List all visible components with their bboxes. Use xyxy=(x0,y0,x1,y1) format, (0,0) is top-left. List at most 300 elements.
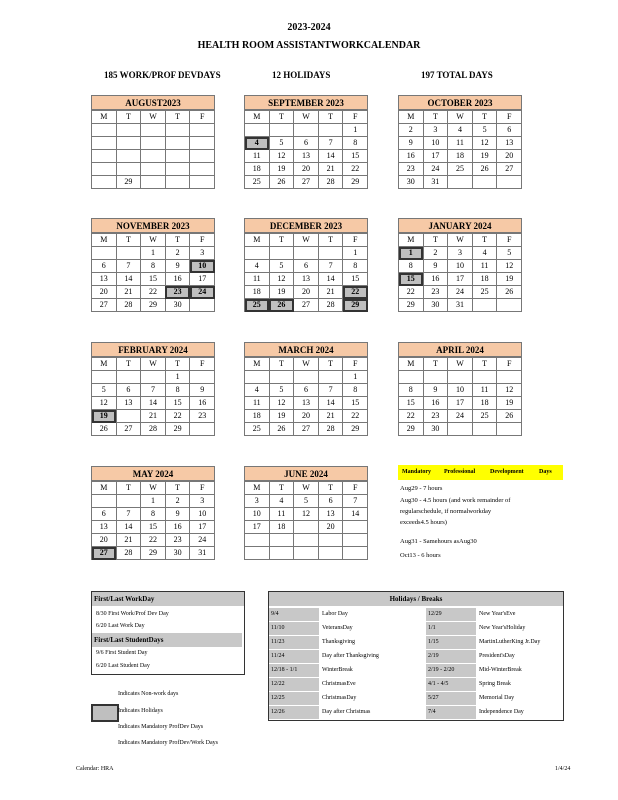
day-cell: 17 xyxy=(448,273,473,286)
weekday-header: T xyxy=(269,482,294,495)
holiday-date: 12/22 xyxy=(269,678,319,691)
day-cell: 19 xyxy=(497,273,522,286)
day-cell: 29 xyxy=(343,176,368,189)
weekday-header: T xyxy=(116,482,141,495)
day-cell: 27 xyxy=(116,423,141,436)
holiday-name: Memorial Day xyxy=(479,695,515,701)
day-cell: 30 xyxy=(423,423,448,436)
day-cell: 21 xyxy=(318,410,343,423)
holiday-name: Day after Thanksgiving xyxy=(322,653,379,659)
footer-date: 1/4/24 xyxy=(555,766,571,772)
day-cell: 19 xyxy=(269,286,294,299)
weekday-header: W xyxy=(294,234,319,247)
holiday-date: 12/18 - 1/1 xyxy=(269,664,319,677)
day-cell xyxy=(116,495,141,508)
day-cell: 27 xyxy=(294,176,319,189)
month-calendar xyxy=(398,342,522,436)
day-cell: 12 xyxy=(92,397,117,410)
day-cell: 21 xyxy=(141,410,166,423)
weekday-header: M xyxy=(92,358,117,371)
day-cell: 18 xyxy=(472,273,497,286)
day-cell xyxy=(116,247,141,260)
day-cell: 28 xyxy=(318,423,343,436)
weekday-header: W xyxy=(141,234,166,247)
holiday-date: 12/26 xyxy=(269,706,319,719)
day-cell: 29 xyxy=(399,423,424,436)
day-cell xyxy=(141,176,166,189)
holiday-name: President'sDay xyxy=(479,653,515,659)
day-cell: 1 xyxy=(165,371,190,384)
weekday-header: W xyxy=(141,111,166,124)
holidays-heading: Holidays / Breaks xyxy=(269,592,563,606)
day-cell: 6 xyxy=(116,384,141,397)
mpd-word-3: Development xyxy=(490,469,524,475)
day-cell: 4 xyxy=(245,384,270,397)
day-cell: 13 xyxy=(116,397,141,410)
day-cell: 13 xyxy=(318,508,343,521)
legend-non-work: Indicates Non-work days xyxy=(118,691,179,697)
day-cell: 14 xyxy=(343,508,368,521)
legend-holidays: Indicates Holidays xyxy=(118,708,163,714)
day-cell: 7 xyxy=(141,384,166,397)
day-cell xyxy=(245,547,270,560)
day-cell: 20 xyxy=(294,286,319,299)
day-cell: 25 xyxy=(472,286,497,299)
day-cell: 22 xyxy=(399,410,424,423)
day-cell: 24 xyxy=(190,286,215,299)
day-cell xyxy=(245,124,270,137)
day-cell: 14 xyxy=(318,150,343,163)
day-cell xyxy=(190,137,215,150)
day-cell: 11 xyxy=(269,508,294,521)
day-cell: 6 xyxy=(92,260,117,273)
weekday-header: T xyxy=(472,358,497,371)
day-cell xyxy=(497,176,522,189)
day-cell: 20 xyxy=(294,410,319,423)
day-cell: 14 xyxy=(318,273,343,286)
day-cell: 19 xyxy=(472,150,497,163)
day-cell: 12 xyxy=(269,397,294,410)
holiday-name: Mid-WinterBreak xyxy=(479,667,522,673)
weekday-header: M xyxy=(399,234,424,247)
weekday-header: F xyxy=(190,358,215,371)
day-cell: 1 xyxy=(343,247,368,260)
day-cell: 9 xyxy=(423,384,448,397)
day-cell xyxy=(245,534,270,547)
day-cell: 3 xyxy=(448,247,473,260)
day-cell: 28 xyxy=(318,299,343,312)
weekday-header: T xyxy=(269,111,294,124)
day-cell: 28 xyxy=(116,299,141,312)
day-cell xyxy=(92,150,117,163)
day-cell: 9 xyxy=(165,260,190,273)
weekday-header: F xyxy=(190,111,215,124)
day-cell xyxy=(245,247,270,260)
footer-calendar: Calendar: HRA xyxy=(76,766,114,772)
day-cell: 10 xyxy=(190,508,215,521)
weekday-header: T xyxy=(318,111,343,124)
day-cell: 29 xyxy=(165,423,190,436)
day-cell: 25 xyxy=(245,176,270,189)
day-cell xyxy=(472,176,497,189)
day-cell: 11 xyxy=(245,397,270,410)
weekday-header: W xyxy=(141,482,166,495)
holiday-date: 7/4 xyxy=(426,706,476,719)
weekday-header: F xyxy=(343,358,368,371)
holiday-date: 9/4 xyxy=(269,608,319,621)
holiday-name: ChristmasDay xyxy=(322,695,357,701)
day-cell xyxy=(318,547,343,560)
weekday-header: M xyxy=(399,358,424,371)
weekday-header: W xyxy=(294,111,319,124)
day-cell: 1 xyxy=(141,247,166,260)
day-cell: 7 xyxy=(116,508,141,521)
day-cell: 27 xyxy=(92,299,117,312)
day-cell: 24 xyxy=(190,534,215,547)
first-last-box xyxy=(91,591,245,675)
day-cell: 10 xyxy=(448,260,473,273)
day-cell xyxy=(318,371,343,384)
day-cell xyxy=(92,163,117,176)
weekday-header: T xyxy=(318,358,343,371)
day-cell: 29 xyxy=(343,423,368,436)
day-cell: 13 xyxy=(497,137,522,150)
day-cell xyxy=(190,150,215,163)
weekday-header: F xyxy=(190,234,215,247)
day-cell: 21 xyxy=(318,163,343,176)
day-cell: 6 xyxy=(92,508,117,521)
weekday-header: W xyxy=(448,111,473,124)
weekday-header: T xyxy=(472,234,497,247)
day-cell: 5 xyxy=(497,247,522,260)
mpd-line: Aug30 - 4.5 hours (and work remainder of xyxy=(400,497,511,504)
day-cell: 24 xyxy=(423,163,448,176)
month-title: FEBRUARY 2024 xyxy=(91,342,215,357)
day-cell: 8 xyxy=(141,260,166,273)
day-cell: 22 xyxy=(165,410,190,423)
day-cell: 15 xyxy=(343,273,368,286)
day-cell: 26 xyxy=(92,423,117,436)
month-title: JANUARY 2024 xyxy=(398,218,522,233)
day-cell: 12 xyxy=(472,137,497,150)
day-cell: 7 xyxy=(318,137,343,150)
day-cell: 12 xyxy=(497,260,522,273)
weekday-header: F xyxy=(343,234,368,247)
day-cell xyxy=(92,495,117,508)
month-title: JUNE 2024 xyxy=(244,466,368,481)
day-cell: 4 xyxy=(245,260,270,273)
day-cell: 8 xyxy=(343,384,368,397)
month-title: MAY 2024 xyxy=(91,466,215,481)
holiday-name: Labor Day xyxy=(322,611,348,617)
weekday-header: T xyxy=(318,482,343,495)
day-cell: 29 xyxy=(116,176,141,189)
day-cell xyxy=(269,371,294,384)
day-cell: 6 xyxy=(318,495,343,508)
holidays-breaks-box xyxy=(268,591,564,721)
day-cell: 1 xyxy=(141,495,166,508)
day-cell xyxy=(190,423,215,436)
day-cell: 13 xyxy=(294,150,319,163)
day-cell: 2 xyxy=(165,247,190,260)
day-cell: 13 xyxy=(92,521,117,534)
day-cell: 30 xyxy=(423,299,448,312)
day-cell: 2 xyxy=(423,247,448,260)
day-cell: 16 xyxy=(399,150,424,163)
day-cell: 10 xyxy=(423,137,448,150)
day-cell: 18 xyxy=(269,521,294,534)
day-cell: 18 xyxy=(245,410,270,423)
mpd-line: exceeds4.5 hours) xyxy=(400,519,447,526)
mpd-word-4: Days xyxy=(539,469,552,475)
weekday-header: M xyxy=(245,358,270,371)
mpd-line: Aug29 - 7 hours xyxy=(400,485,443,492)
day-cell xyxy=(165,137,190,150)
month-title: MARCH 2024 xyxy=(244,342,368,357)
month-title: NOVEMBER 2023 xyxy=(91,218,215,233)
weekday-header: F xyxy=(497,234,522,247)
day-cell xyxy=(141,371,166,384)
day-cell: 15 xyxy=(141,521,166,534)
day-cell: 29 xyxy=(343,299,368,312)
year-heading: 2023-2024 xyxy=(287,22,331,33)
holiday-name: Independence Day xyxy=(479,709,524,715)
month-calendar xyxy=(91,95,215,189)
day-cell: 26 xyxy=(269,299,294,312)
month-calendar xyxy=(91,342,215,436)
day-cell: 2 xyxy=(399,124,424,137)
weekday-header: W xyxy=(294,482,319,495)
day-cell xyxy=(472,423,497,436)
weekday-header: T xyxy=(269,358,294,371)
day-cell xyxy=(497,371,522,384)
day-cell xyxy=(141,150,166,163)
day-cell: 23 xyxy=(190,410,215,423)
day-cell: 9 xyxy=(399,137,424,150)
month-title: APRIL 2024 xyxy=(398,342,522,357)
holiday-date: 1/15 xyxy=(426,636,476,649)
day-cell: 28 xyxy=(141,423,166,436)
day-cell: 26 xyxy=(497,286,522,299)
weekday-header: W xyxy=(294,358,319,371)
holiday-date: 4/1 - 4/5 xyxy=(426,678,476,691)
day-cell: 24 xyxy=(448,286,473,299)
weekday-header: F xyxy=(497,358,522,371)
day-cell xyxy=(448,371,473,384)
day-cell xyxy=(116,371,141,384)
day-cell: 4 xyxy=(269,495,294,508)
day-cell: 16 xyxy=(423,397,448,410)
day-cell: 6 xyxy=(294,260,319,273)
day-cell: 3 xyxy=(245,495,270,508)
holiday-name: ChristmasEve xyxy=(322,681,356,687)
day-cell: 21 xyxy=(116,534,141,547)
day-cell: 29 xyxy=(141,299,166,312)
day-cell: 6 xyxy=(294,137,319,150)
day-cell xyxy=(294,124,319,137)
day-cell: 10 xyxy=(448,384,473,397)
day-cell: 17 xyxy=(190,521,215,534)
day-cell: 2 xyxy=(165,495,190,508)
day-cell: 9 xyxy=(190,384,215,397)
day-cell xyxy=(448,423,473,436)
day-cell: 15 xyxy=(343,150,368,163)
day-cell: 30 xyxy=(165,299,190,312)
total-days-count: 197 TOTAL DAYS xyxy=(421,70,493,80)
weekday-header: F xyxy=(497,111,522,124)
day-cell xyxy=(116,163,141,176)
day-cell xyxy=(245,371,270,384)
month-title: OCTOBER 2023 xyxy=(398,95,522,110)
day-cell: 6 xyxy=(294,384,319,397)
day-cell xyxy=(448,176,473,189)
day-cell: 19 xyxy=(269,410,294,423)
day-cell: 6 xyxy=(497,124,522,137)
day-cell xyxy=(472,371,497,384)
mpd-line: Aug31 - Samehours asAug30 xyxy=(400,538,477,545)
day-cell: 7 xyxy=(318,260,343,273)
day-cell xyxy=(141,163,166,176)
month-title: AUGUST2023 xyxy=(91,95,215,110)
day-cell: 7 xyxy=(318,384,343,397)
day-cell: 10 xyxy=(190,260,215,273)
day-cell xyxy=(497,299,522,312)
holiday-date: 11/10 xyxy=(269,622,319,635)
day-cell: 9 xyxy=(165,508,190,521)
day-cell: 26 xyxy=(269,423,294,436)
day-cell: 16 xyxy=(190,397,215,410)
day-cell: 15 xyxy=(399,397,424,410)
day-cell xyxy=(190,176,215,189)
day-cell: 23 xyxy=(165,286,190,299)
day-cell: 19 xyxy=(269,163,294,176)
day-cell: 25 xyxy=(245,423,270,436)
holiday-date: 1/1 xyxy=(426,622,476,635)
day-cell: 27 xyxy=(497,163,522,176)
day-cell: 25 xyxy=(245,299,270,312)
day-cell xyxy=(318,247,343,260)
day-cell xyxy=(116,150,141,163)
day-cell: 31 xyxy=(448,299,473,312)
holiday-date: 11/24 xyxy=(269,650,319,663)
holiday-name: VeteransDay xyxy=(322,625,353,631)
mpd-word-2: Professional xyxy=(444,469,476,475)
weekday-header: T xyxy=(165,358,190,371)
day-cell xyxy=(190,371,215,384)
day-cell: 23 xyxy=(165,534,190,547)
holiday-name: Day after Christmas xyxy=(322,709,371,715)
day-cell xyxy=(318,534,343,547)
weekday-header: T xyxy=(116,111,141,124)
day-cell: 4 xyxy=(472,247,497,260)
day-cell: 8 xyxy=(165,384,190,397)
day-cell: 30 xyxy=(165,547,190,560)
month-calendar xyxy=(244,466,368,560)
day-cell: 22 xyxy=(141,286,166,299)
weekday-header: T xyxy=(472,111,497,124)
day-cell: 31 xyxy=(190,547,215,560)
holiday-name: MartinLutherKing Jr.Day xyxy=(479,639,541,645)
weekday-header: M xyxy=(399,111,424,124)
weekday-header: T xyxy=(116,358,141,371)
weekday-header: T xyxy=(165,111,190,124)
day-cell xyxy=(190,163,215,176)
day-cell: 15 xyxy=(141,273,166,286)
last-work-day: 6/20 Last Work Day xyxy=(96,623,145,629)
month-calendar xyxy=(398,218,522,312)
day-cell: 21 xyxy=(318,286,343,299)
first-last-students-heading: First/Last StudentDays xyxy=(92,633,242,647)
day-cell: 27 xyxy=(294,423,319,436)
day-cell xyxy=(294,547,319,560)
first-student-day: 9/6 First Student Day xyxy=(96,650,148,656)
day-cell xyxy=(423,371,448,384)
day-cell: 15 xyxy=(399,273,424,286)
day-cell: 1 xyxy=(343,371,368,384)
day-cell: 29 xyxy=(141,547,166,560)
day-cell: 20 xyxy=(497,150,522,163)
weekday-header: M xyxy=(92,111,117,124)
day-cell: 30 xyxy=(399,176,424,189)
day-cell: 26 xyxy=(497,410,522,423)
day-cell: 18 xyxy=(245,286,270,299)
weekday-header: M xyxy=(92,234,117,247)
day-cell xyxy=(269,124,294,137)
day-cell: 5 xyxy=(92,384,117,397)
day-cell xyxy=(343,534,368,547)
day-cell: 17 xyxy=(448,397,473,410)
weekday-header: T xyxy=(423,358,448,371)
weekday-header: T xyxy=(116,234,141,247)
day-cell xyxy=(318,124,343,137)
day-cell: 12 xyxy=(294,508,319,521)
day-cell: 23 xyxy=(399,163,424,176)
day-cell: 20 xyxy=(92,534,117,547)
day-cell: 25 xyxy=(472,410,497,423)
day-cell: 5 xyxy=(269,260,294,273)
first-work-day: 8/30 First Work/Prof Dev Day xyxy=(96,611,169,617)
weekday-header: F xyxy=(343,111,368,124)
holiday-date: 2/19 - 2/20 xyxy=(426,664,476,677)
day-cell: 5 xyxy=(269,384,294,397)
day-cell xyxy=(116,137,141,150)
day-cell: 12 xyxy=(269,150,294,163)
day-cell: 14 xyxy=(116,273,141,286)
day-cell xyxy=(269,547,294,560)
day-cell: 16 xyxy=(423,273,448,286)
holidays-count: 12 HOLIDAYS xyxy=(272,70,331,80)
day-cell: 12 xyxy=(269,273,294,286)
day-cell: 17 xyxy=(245,521,270,534)
day-cell: 13 xyxy=(294,397,319,410)
day-cell: 8 xyxy=(343,260,368,273)
day-cell xyxy=(92,247,117,260)
day-cell xyxy=(116,124,141,137)
weekday-header: M xyxy=(245,111,270,124)
day-cell: 11 xyxy=(472,384,497,397)
day-cell xyxy=(269,534,294,547)
day-cell: 11 xyxy=(472,260,497,273)
day-cell: 27 xyxy=(92,547,117,560)
mpd-word-1: Mandatory xyxy=(402,469,431,475)
day-cell xyxy=(165,150,190,163)
work-days-count: 185 WORK/PROF DEVDAYS xyxy=(104,70,221,80)
holiday-name: Spring Break xyxy=(479,681,511,687)
holiday-date: 12/25 xyxy=(269,692,319,705)
holiday-name: Thanksgiving xyxy=(322,639,355,645)
day-cell xyxy=(165,176,190,189)
mpd-line: Oct13 - 6 hours xyxy=(400,552,441,559)
